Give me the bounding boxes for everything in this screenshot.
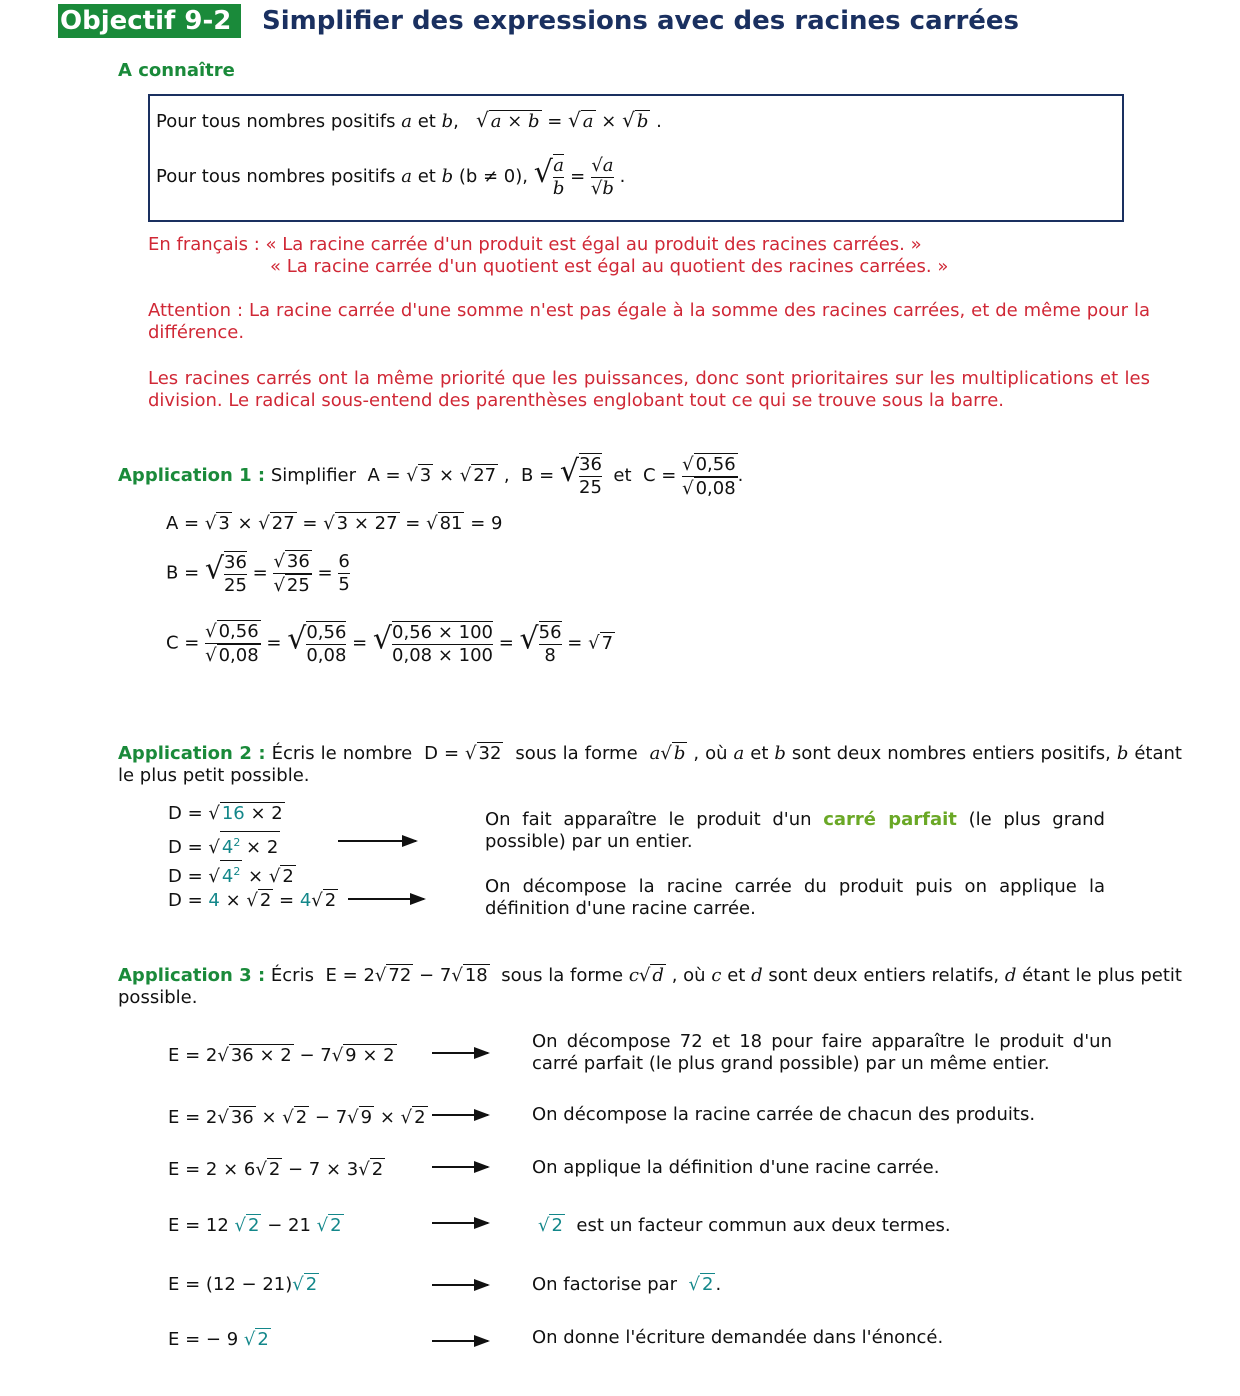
objective-badge: Objectif 9-2	[58, 4, 241, 38]
and-text: et	[613, 465, 632, 486]
attention-note: Attention : La racine carrée d'une somme n'est pas égale à la somme des racines carrées, et de même pour la différence.	[148, 300, 1150, 343]
solution-c: C = $\frac{√ 0,56}{√ 0,08}$ = √ $\frac{0,56}{0,08}$ = √ $\frac{0,56 \times 100}{0,08 \times 100}$ = √ $\frac{56}{8}$ = √ 7	[166, 621, 614, 666]
note-text: On factorise par	[532, 1274, 678, 1295]
application-1-text: Simplifier	[270, 465, 357, 486]
french-note-quotient: « La racine carrée d'un quotient est égal au quotient des racines carrées. »	[270, 256, 949, 277]
page-title: Simplifier des expressions avec des racines carrées	[262, 6, 1020, 36]
section-label-know: A connaître	[118, 60, 235, 81]
application-3-note-3: On applique la définition d'une racine carrée.	[532, 1157, 940, 1178]
property-product-text: Pour tous nombres positifs	[156, 111, 396, 132]
application-3-note-1: On décompose 72 et 18 pour faire apparaître le produit d'un carré parfait (le plus grand possible) par un même entier.	[532, 1031, 1112, 1074]
solution-a: A = √ 3 × √ 27 = √ 3 × 27 = √ 81 = 9	[166, 513, 503, 534]
french-note-product: « La racine carrée d'un produit est égal au produit des racines carrées. »	[265, 234, 922, 255]
note-text: est un facteur commun aux deux termes.	[576, 1215, 951, 1236]
arrow-right-icon	[338, 840, 416, 842]
e-step-1: E = 2√ 36 × 2 − 7√ 9 × 2	[168, 1045, 395, 1066]
arrow-right-icon	[432, 1340, 488, 1342]
application-3-note-2: On décompose la racine carrée de chacun des produits.	[532, 1104, 1036, 1125]
arrow-right-icon	[432, 1222, 488, 1224]
application-2-statement: Application 2 : Écris le nombre D = √ 32 sous la forme a√ b , où a et b sont deux nombres entiers positifs, b étant le plus petit possible.	[118, 743, 1182, 786]
note-text: (le plus grand possible) par un entier.	[485, 809, 1105, 852]
arrow-right-icon	[348, 898, 424, 900]
application-3-note-4: √ 2 est un facteur commun aux deux termes.	[538, 1215, 951, 1236]
arrow-right-icon	[432, 1052, 488, 1054]
e-step-2: E = 2√ 36 × √ 2 − 7√ 9 × √ 2	[168, 1107, 426, 1128]
application-2-label: Application 2 :	[118, 743, 266, 764]
e-step-5: E = (12 − 21)√ 2	[168, 1274, 318, 1295]
note-text: On fait apparaître le produit d'un	[485, 809, 812, 830]
and-text: et	[417, 166, 436, 187]
d-step-4: D = 4 × √ 2 = 4√ 2	[168, 890, 337, 911]
property-product: Pour tous nombres positifs a et b, √ a × b = √ a × √ b .	[156, 108, 662, 132]
application-1-statement: Application 1 : Simplifier A = √ 3 × √ 27 , B = √ $\frac{36}{25}$ et C = $\frac{√ 0,56}{√ 0,08}$ .	[118, 453, 744, 499]
arrow-right-icon	[432, 1284, 488, 1286]
solution-b: B = √ $\frac{36}{25}$ = $\frac{√ 36}{√ 25}$ = $\frac{6}{5}$	[166, 551, 350, 596]
application-1-label: Application 1 :	[118, 465, 266, 486]
application-2-note-1	[485, 809, 1105, 853]
priority-note: Les racines carrés ont la même priorité que les puissances, donc sont prioritaires sur les multiplications et les division. Le radical sous-entend des parenthèses englobant tout ce qui se trouve sous la barre.	[148, 368, 1150, 411]
french-note-lead: En français :	[148, 234, 260, 255]
d-step-2: D = √ $4^2 \times 2$	[168, 831, 280, 859]
application-3-note-5: On factorise par √ 2 .	[532, 1274, 722, 1295]
application-3-text-e: étant le plus petit possible.	[118, 965, 1182, 1008]
d-step-3: D = √ $4^2$ × √ 2	[168, 860, 296, 888]
property-quotient-text: Pour tous nombres positifs	[156, 166, 396, 187]
application-2-text-d: sont deux nombres entiers positifs,	[791, 743, 1111, 764]
arrow-right-icon	[432, 1114, 488, 1116]
condition-text: (b ≠ 0),	[458, 166, 528, 187]
application-2-text-a: Écris le nombre	[271, 743, 413, 764]
french-note-1	[148, 234, 922, 255]
arrow-right-icon	[432, 1166, 488, 1168]
application-2-text-b: sous la forme	[515, 743, 638, 764]
application-2-text-c: , où	[693, 743, 728, 764]
d-step-1: D = √ 16 × 2	[168, 803, 283, 824]
application-3-text-c: , où	[671, 965, 706, 986]
application-3-statement: Application 3 : Écris E = 2√ 72 − 7√ 18 sous la forme c√ d , où c et d sont deux entiers relatifs, d étant le plus petit possible.	[118, 965, 1182, 1008]
application-2-note-2: On décompose la racine carrée du produit puis on applique la définition d'une racine carrée.	[485, 876, 1105, 919]
property-quotient: Pour tous nombres positifs a et b (b ≠ 0), √ $\frac{a}{b}$ = $\frac{√a}{√b}$ .	[156, 154, 626, 199]
application-3-note-6: On donne l'écriture demandée dans l'énoncé.	[532, 1327, 944, 1348]
application-3-text-a: Écris	[270, 965, 314, 986]
e-step-4: E = 12 √ 2 − 21 √ 2	[168, 1215, 342, 1236]
application-2-text-e: étant le plus petit possible.	[118, 743, 1182, 786]
application-3-text-d: sont deux entiers relatifs,	[768, 965, 1000, 986]
e-step-6: E = − 9 √ 2	[168, 1329, 269, 1350]
and-text: et	[417, 111, 436, 132]
highlight-perfect-square: carré parfait	[823, 809, 957, 830]
property-box	[148, 94, 1124, 222]
e-step-3: E = 2 × 6√ 2 − 7 × 3√ 2	[168, 1159, 384, 1180]
application-3-label: Application 3 :	[118, 965, 266, 986]
application-3-text-b: sous la forme	[501, 965, 624, 986]
